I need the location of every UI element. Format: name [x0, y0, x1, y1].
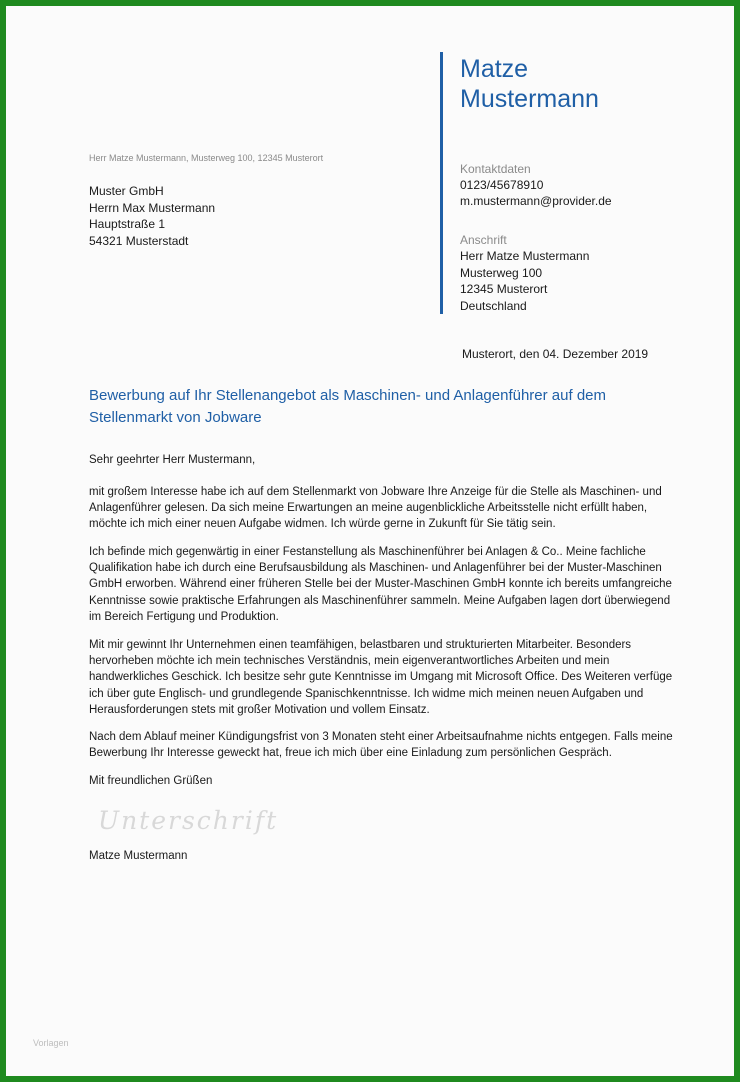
paragraph-3: Mit mir gewinnt Ihr Unternehmen einen teamfähigen, belastbaren und strukturierten Mitarbeiter. Besonders hervorheben möchte ich mein technisches Verständnis, mein eigenverantwortliches Arbeiten und mein handwerkliches Geschick. Ich besitze sehr gute Kenntnisse im Umgang mit Microsoft Office. Des Weiteren verfüge ich über gute Englisch- und grundlegende Spanischkenntnisse. Ich widme mich meinen neuen Aufgaben und Herausforderungen stets mit großer Motivation und vollem Einsatz.: [89, 639, 673, 716]
address-line: Herr Matze Mustermann: [460, 249, 590, 263]
paragraph-2: Ich befinde mich gegenwärtig in einer Festanstellung als Maschinenführer bei Anlagen & Co.. Meine fachliche Qualifikation habe ich durch eine Berufsausbildung als Maschinen- und Anlagenführer bei der Muster-Maschinen GmbH erworben. Während einer früheren Stelle bei der Muster-Maschinen GmbH konnte ich bereits umfangreiche Kenntnisse sowie praktische Erfahrungen als Maschinenführer sammeln. Meine Aufgaben lagen dort überwiegend im Bereich Fertigung und Produktion.: [89, 546, 672, 623]
signature-placeholder: Unterschrift: [98, 806, 279, 835]
sender-line: Herr Matze Mustermann, Musterweg 100, 12345 Musterort: [89, 153, 324, 163]
recipient-address: [89, 183, 215, 249]
recipient-line: Hauptstraße 1: [89, 217, 166, 231]
name-last: Mustermann: [460, 85, 599, 113]
recipient-line: Muster GmbH: [89, 184, 164, 198]
address-line: Deutschland: [460, 298, 527, 313]
name-first: Matze: [460, 55, 529, 83]
address-block: [460, 248, 589, 314]
address-heading: Anschrift: [460, 233, 507, 247]
signer-name: Matze Mustermann: [89, 850, 188, 862]
contact-heading: Kontaktdaten: [460, 162, 531, 176]
paragraph-1: mit großem Interesse habe ich auf dem Stellenmarkt von Jobware Ihre Anzeige für die Stelle als Maschinen- und Anlagenführer gelesen. Da sich meine Erwartungen an meine augenblickliche Arbeitsstelle nicht erfüllt haben, möchte ich mich einer neuen Aufgabe widmen. Ich würde gerne in Zukunft für Sie tätig sein.: [89, 486, 662, 531]
salutation: Sehr geehrter Herr Mustermann,: [89, 454, 256, 466]
closing: Mit freundlichen Grüßen: [89, 775, 213, 787]
letter-date: Musterort, den 04. Dezember 2019: [462, 347, 649, 361]
address-line: Musterweg 100: [460, 265, 543, 280]
letter-subject: Bewerbung auf Ihr Stellenangebot als Maschinen- und Anlagenführer auf dem Stellenmarkt von Jobware: [89, 387, 607, 426]
paragraph-4: Nach dem Ablauf meiner Kündigungsfrist von 3 Monaten steht einer Arbeitsaufnahme nichts entgegen. Falls meine Bewerbung Ihr Interesse geweckt hat, freue ich mich über eine Einladung zum persönlichen Gespräch.: [89, 731, 673, 760]
letter-page: [6, 6, 734, 1076]
address-line: 12345 Musterort: [460, 282, 548, 296]
recipient-line: 54321 Musterstadt: [89, 233, 189, 248]
applicant-name: [460, 54, 599, 114]
contact-phone: 0123/45678910: [460, 178, 544, 192]
contact-email: m.mustermann@provider.de: [460, 194, 612, 208]
watermark: Vorlagen: [33, 1038, 69, 1048]
recipient-line: Herrn Max Mustermann: [89, 200, 216, 215]
accent-bar: [440, 52, 443, 314]
